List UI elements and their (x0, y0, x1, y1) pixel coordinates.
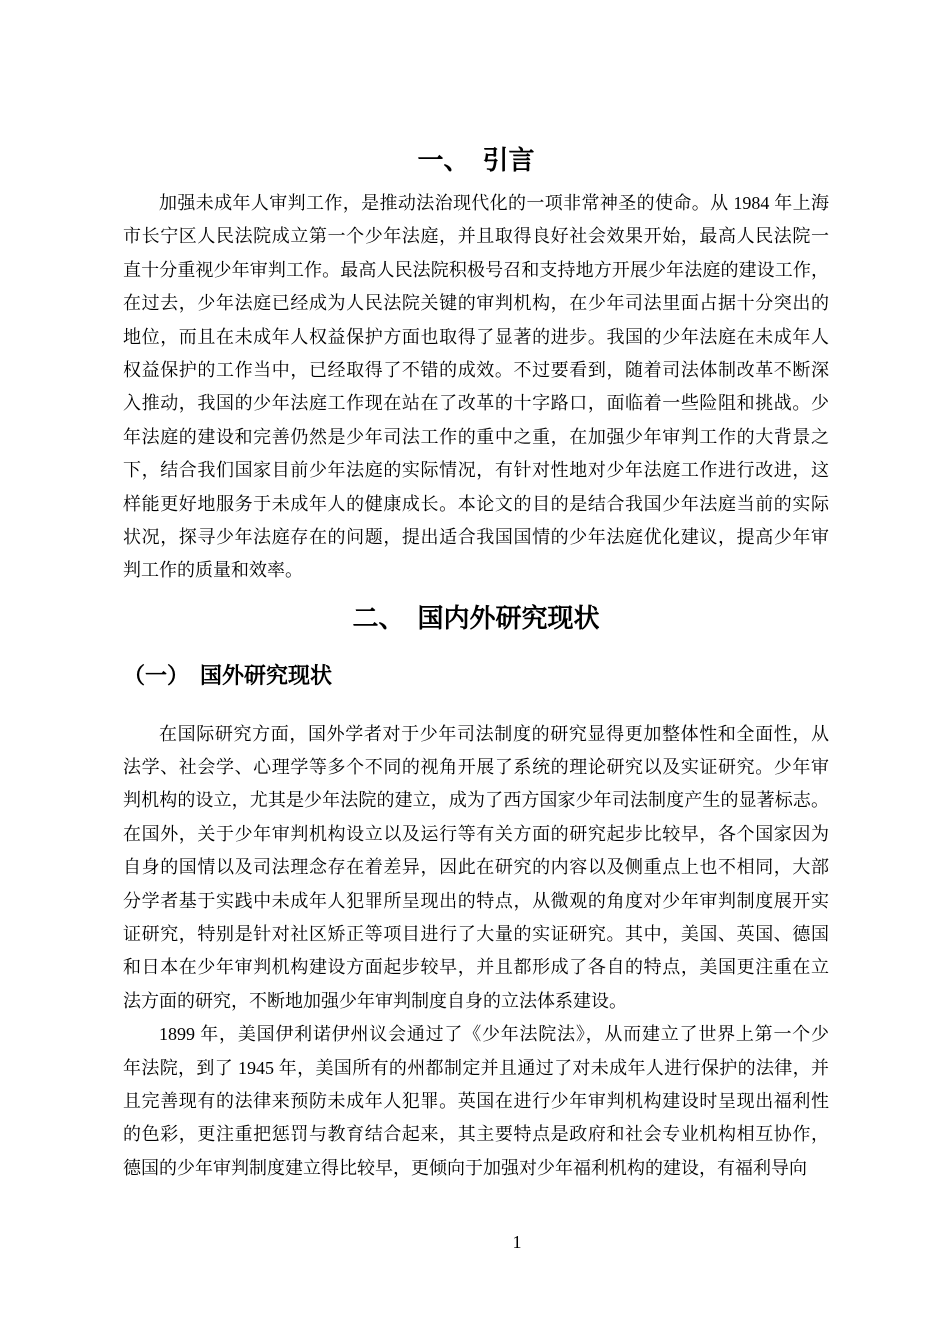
text-line: 法方面的研究，不断地加强少年审判制度自身的立法体系建设。 (123, 990, 627, 1011)
text-line: 市长宁区人民法院成立第一个少年法庭，并且取得良好社会效果开始，最高人民法院一 (123, 226, 829, 247)
paragraph-introduction (123, 187, 829, 588)
text-line: 状况，探寻少年法庭存在的问题，提出适合我国国情的少年法庭优化建议，提高少年审 (123, 526, 829, 547)
text-line: 在国外，关于少年审判机构设立以及运行等有关方面的研究起步比较早，各个国家因为 (123, 823, 829, 844)
text-line: 地位，而且在未成年人权益保护方面也取得了显著的进步。我国的少年法庭在未成年人 (123, 326, 829, 347)
text-line: 自身的国情以及司法理念存在着差异，因此在研究的内容以及侧重点上也不相同，大部 (123, 857, 829, 878)
text-line: 和日本在少年审判机构建设方面起步较早，并且都形成了各自的特点，美国更注重在立 (123, 957, 829, 978)
text-line: 加强未成年人审判工作，是推动法治现代化的一项非常神圣的使命。从 1984 年上海 (159, 193, 829, 213)
text-line: 样能更好地服务于未成年人的健康成长。本论文的目的是结合我国少年法庭当前的实际 (123, 493, 829, 514)
section-heading-research-status: 二、 国内外研究现状 (352, 602, 600, 633)
text-line: 在国际研究方面，国外学者对于少年司法制度的研究显得更加整体性和全面性，从 (159, 723, 829, 744)
section-heading-introduction: 一、 引言 (417, 145, 535, 175)
text-line: 法学、社会学、心理学等多个不同的视角开展了系统的理论研究以及实证研究。少年审 (123, 757, 829, 778)
text-line: 下，结合我们国家目前少年法庭的实际情况，有针对性地对少年法庭工作进行改进，这 (123, 460, 829, 481)
text-line: 年法庭的建设和完善仍然是少年司法工作的重中之重，在加强少年审判工作的大背景之 (123, 426, 829, 447)
text-line: 判机构的设立，尤其是少年法院的建立，成为了西方国家少年司法制度产生的显著标志。 (123, 790, 829, 811)
document-body (123, 0, 829, 1185)
text-line: 在过去，少年法庭已经成为人民法院关键的审判机构，在少年司法里面占据十分突出的 (123, 293, 829, 314)
text-line: 判工作的质量和效率。 (123, 560, 303, 581)
text-line: 分学者基于实践中未成年人犯罪所呈现出的特点，从微观的角度对少年审判制度展开实 (123, 890, 829, 911)
text-line: 1899 年，美国伊利诺伊州议会通过了《少年法院法》，从而建立了世界上第一个少 (159, 1024, 829, 1045)
text-line: 直十分重视少年审判工作。最高人民法院积极号召和支持地方开展少年法庭的建设工作， (123, 259, 829, 280)
text-line: 的色彩，更注重把惩罚与教育结合起来，其主要特点是政府和社会专业机构相互协作， (123, 1124, 829, 1145)
text-line: 入推动，我国的少年法庭工作现在站在了改革的十字路口，面临着一些险阻和挑战。少 (123, 393, 829, 414)
text-line: 年法院，到了 1945 年，美国所有的州都制定并且通过了对未成年人进行保护的法律，并 (123, 1057, 829, 1078)
text-line: 且完善现有的法律来预防未成年人犯罪。英国在进行少年审判机构建设时呈现出福利性 (123, 1090, 829, 1111)
text-line: 证研究，特别是针对社区矫正等项目进行了大量的实证研究。其中，美国、英国、德国 (123, 924, 829, 945)
subsection-heading-foreign-research: （一） 国外研究现状 (123, 662, 333, 688)
page-number: 1 (512, 1232, 522, 1252)
text-line: 德国的少年审判制度建立得比较早，更倾向于加强对少年福利机构的建设，有福利导向 (123, 1157, 807, 1178)
text-line: 权益保护的工作当中，已经取得了不错的成效。不过要看到，随着司法体制改革不断深 (123, 359, 829, 380)
paragraph-foreign-research-history (123, 1018, 829, 1185)
paragraph-foreign-research-overview (123, 718, 829, 1019)
